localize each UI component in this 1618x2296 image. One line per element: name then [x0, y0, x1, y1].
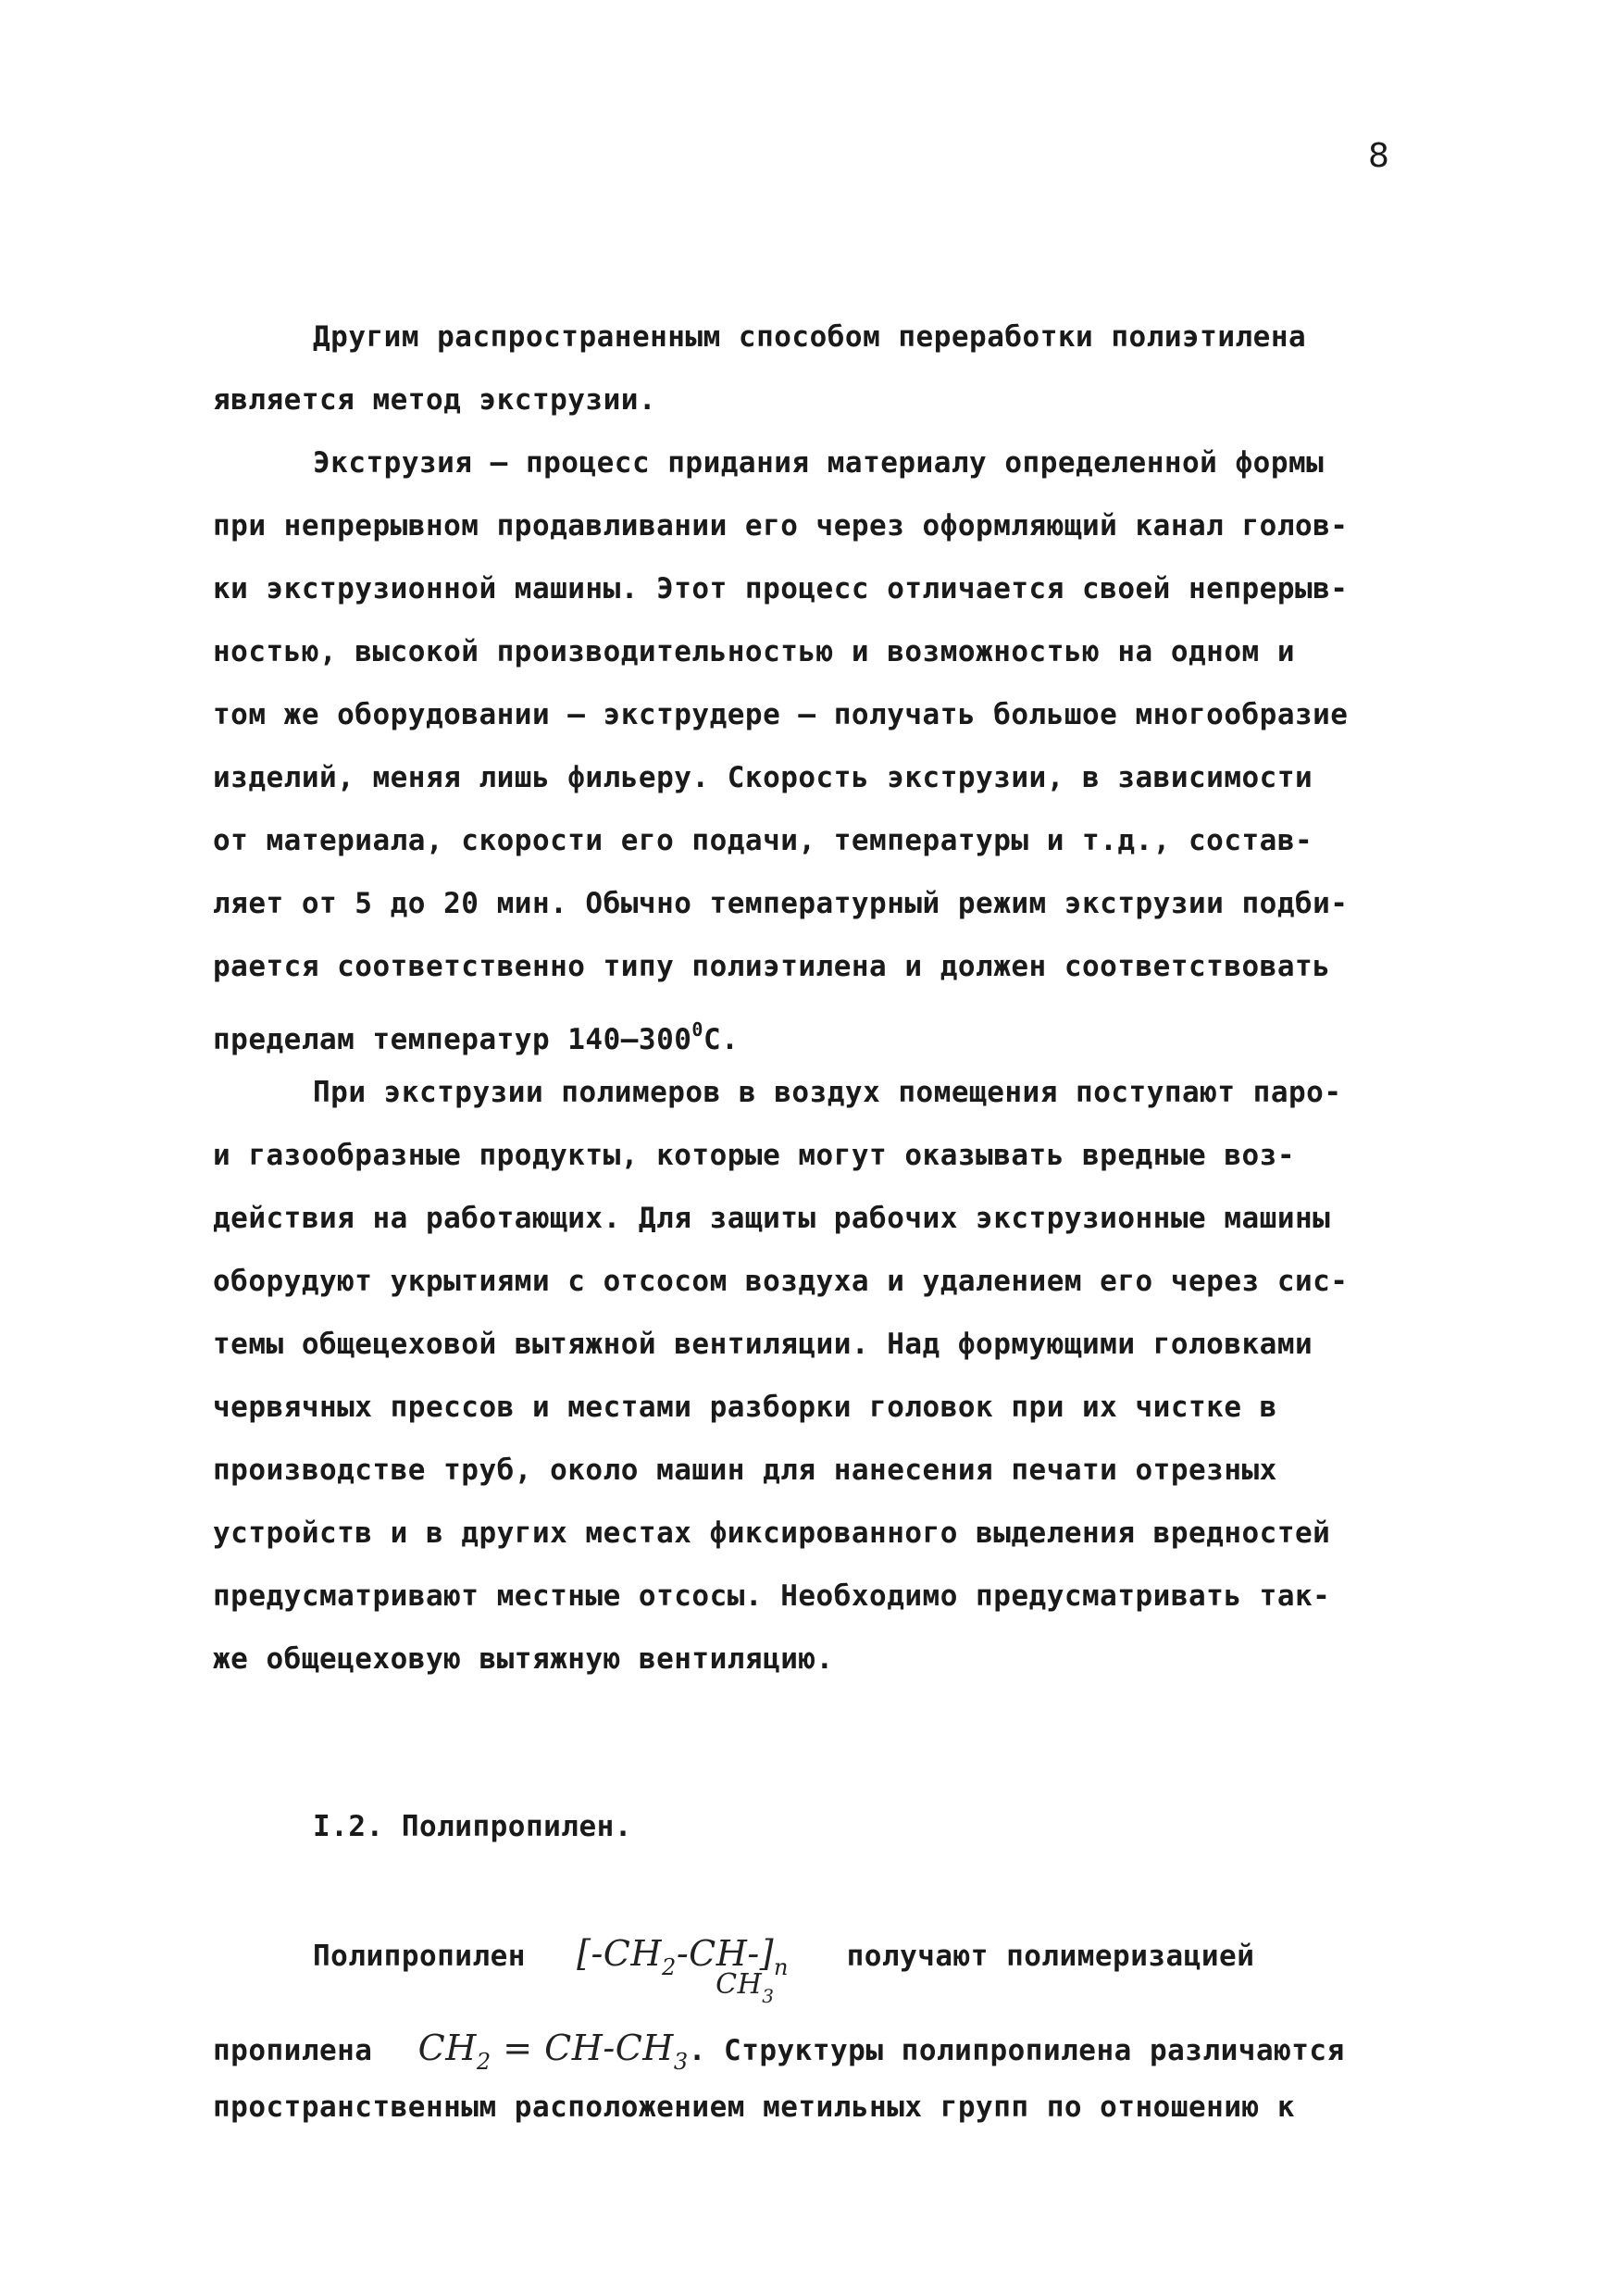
temperature-unit: С. [703, 1023, 740, 1056]
degree-mark: 0 [691, 1018, 703, 1041]
formula-branch [716, 1968, 774, 2007]
text-line: пространственным расположением метильных групп по отношению к [213, 2090, 1295, 2124]
propylene-formula-line [213, 2028, 1435, 2075]
formula-subscript: 2 [662, 1954, 677, 1980]
text-lead: пропилена [213, 2034, 373, 2067]
text-tail: получают полимеризацией [846, 1940, 1255, 1973]
formula-subscript: 2 [476, 2049, 492, 2075]
paragraph-extrusion-safety [213, 1061, 1435, 1691]
formula-part: [-CH [577, 1933, 663, 1974]
text-line: ляет от 5 до 20 мин. Обычно температурный режим экструзии подби- [213, 887, 1349, 920]
formula-part: CH [716, 1968, 763, 2001]
text-line: темы общецеховой вытяжной вентиляции. Над формующими головками [213, 1328, 1313, 1361]
text-line-content: пределам температур 140–300 [213, 1023, 692, 1056]
text-line: ки экструзионной машины. Этот процесс отличается своей непрерыв- [213, 572, 1349, 605]
text-line: же общецеховую вытяжную вентиляцию. [213, 1642, 834, 1676]
text-line: предусматривают местные отсосы. Необходимо предусматривать так- [213, 1579, 1331, 1613]
formula-part: CH [417, 2028, 477, 2068]
section-heading: I.2. Полипропилен. [313, 1810, 632, 1843]
paragraph-extrusion-definition [213, 431, 1435, 1071]
text-line: является метод экструзии. [213, 383, 657, 417]
text-lead: Полипропилен [313, 1940, 526, 1973]
text-line: производстве труб, около машин для нанесения печати отрезных [213, 1454, 1277, 1487]
text-line: рается соответственно типу полиэтилена и должен соответствовать [213, 950, 1331, 983]
text-line: Экструзия – процесс придания материалу определенной формы [313, 446, 1325, 480]
text-line: том же оборудовании – экструдере – получать большое многообразие [213, 698, 1349, 731]
handwritten-formula [417, 2028, 689, 2075]
text-line: Другим распространенным способом переработки полиэтилена [313, 320, 1307, 354]
text-line: действия на работающих. Для защиты рабочих экструзионные машины [213, 1202, 1331, 1235]
formula-subscript: 3 [762, 1985, 775, 2007]
page-number: 8 [1368, 137, 1389, 175]
formula-subscript: n [774, 1954, 789, 1980]
formula-part: -CH-] [676, 1933, 775, 1974]
text-line: червячных прессов и местами разборки головок при их чистке в [213, 1391, 1277, 1424]
text-line: и газообразные продукты, которые могут оказывать вредные воз- [213, 1139, 1295, 1172]
text-line: устройств и в других местах фиксированного выделения вредностей [213, 1516, 1331, 1550]
text-line: от материала, скорости его подачи, температуры и т.д., состав- [213, 824, 1313, 857]
text-line: При экструзии полимеров в воздух помещения поступают паро- [313, 1076, 1342, 1109]
handwritten-formula [577, 1933, 800, 2007]
text-line: изделий, меняя лишь фильеру. Скорость экструзии, в зависимости [213, 761, 1313, 794]
polypropylene-formula-line [213, 1933, 1435, 2007]
text-line: оборудуют укрытиями с отсосом воздуха и удалением его через сис- [213, 1265, 1349, 1298]
text-tail: . Структуры полипропилена различаются [688, 2034, 1345, 2067]
formula-subscript: 3 [673, 2049, 689, 2075]
text-line: ностью, высокой производительностью и возможностью на одном и [213, 635, 1295, 668]
paragraph-extrusion-intro [213, 306, 1435, 431]
formula-part: = CH-CH [491, 2028, 674, 2068]
text-line: при непрерывном продавливании его через оформляющий канал голов- [213, 509, 1349, 543]
